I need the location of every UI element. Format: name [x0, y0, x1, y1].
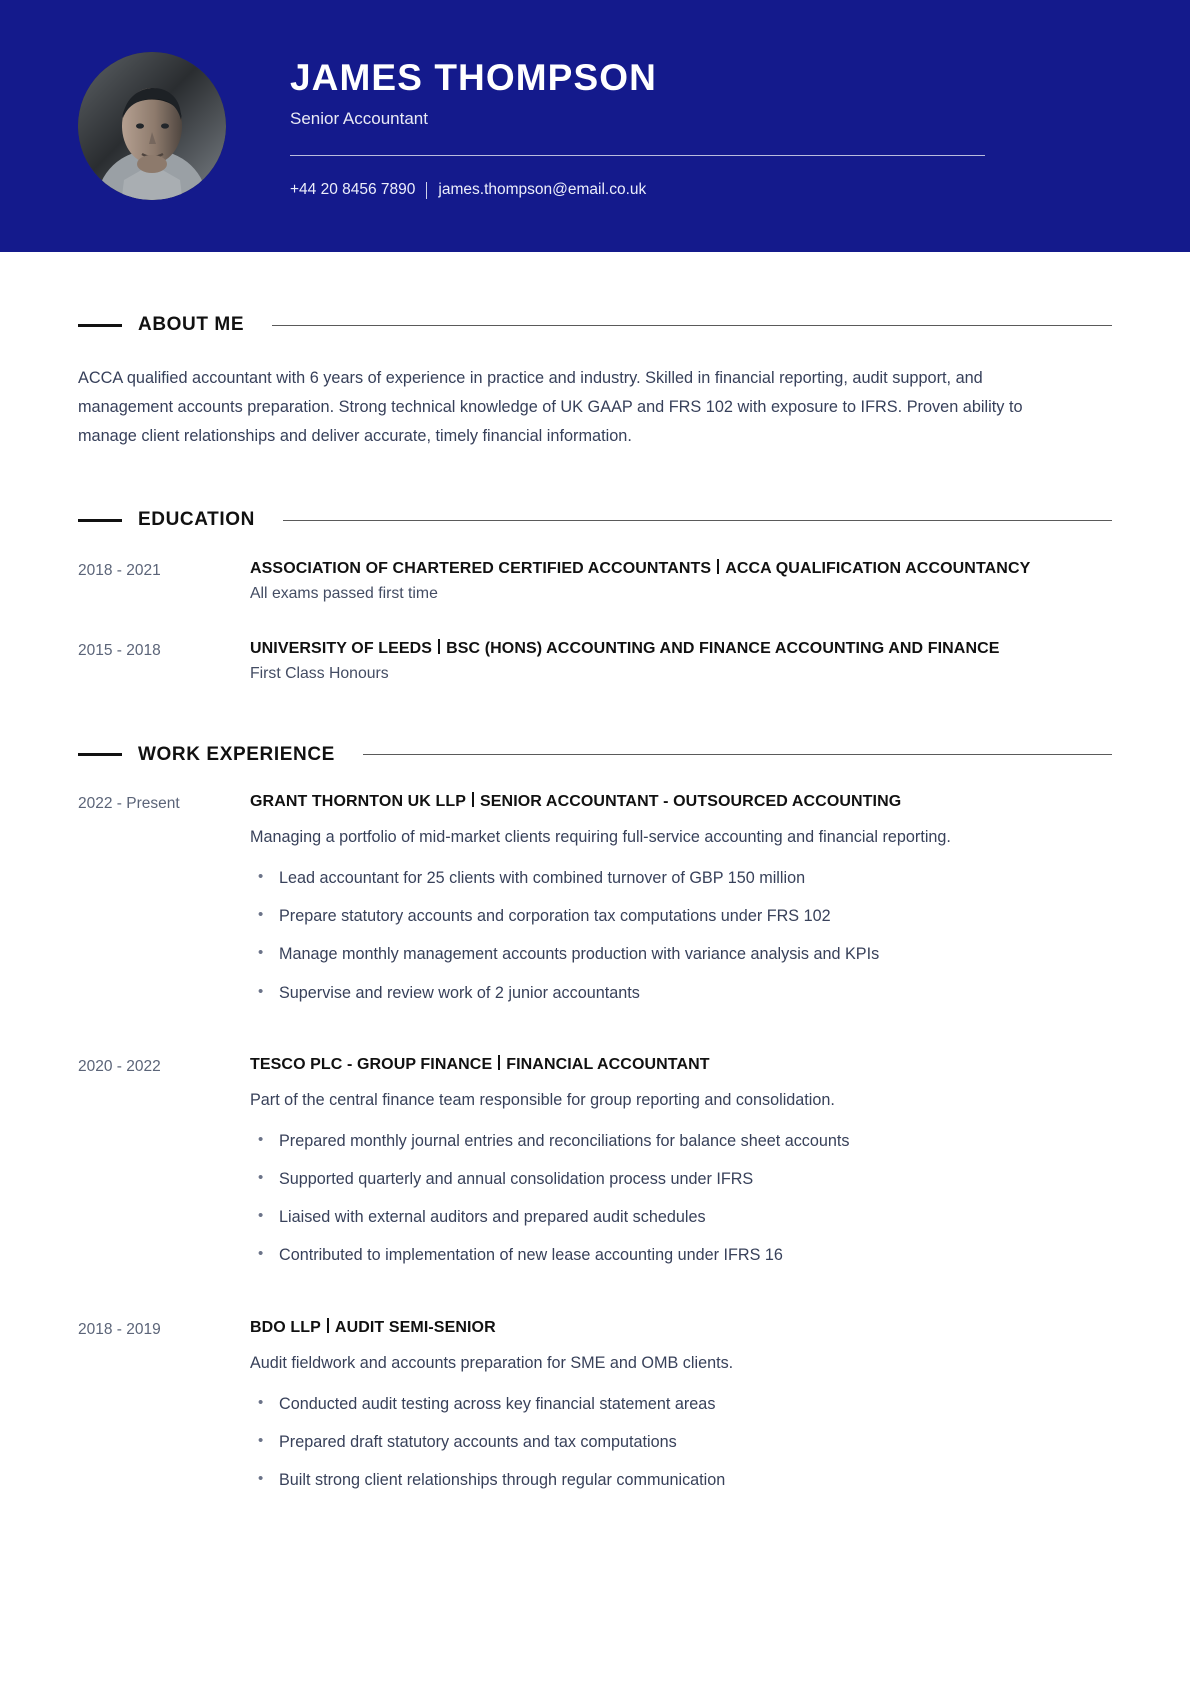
education-title-line	[250, 637, 1112, 661]
about-paragraph: ACCA qualified accountant with 6 years of experience in practice and industry. Skilled in financial reporting, audit support, and management accounts preparation. Strong technical knowledge of UK GAAP and FRS 102 with exposure to IFRS. Proven ability to manage client relationships and deliver accurate, timely financial information.	[78, 369, 1023, 445]
experience-bullets	[250, 1392, 1112, 1493]
list-item: • Prepared draft statutory accounts and tax computations	[250, 1430, 1112, 1455]
header-divider	[290, 155, 985, 156]
education-date: 2015 - 2018	[78, 642, 161, 660]
list-item: • Conducted audit testing across key financial statement areas	[250, 1392, 1112, 1417]
education-org: ASSOCIATION OF CHARTERED CERTIFIED ACCOUNTANTS	[250, 560, 712, 577]
about-heading	[78, 314, 1112, 336]
education-entry	[78, 557, 1112, 605]
education-detail: First Class Honours	[250, 665, 389, 683]
experience-body	[250, 790, 1112, 1019]
list-item: • Supported quarterly and annual consolidation process under IFRS	[250, 1167, 1112, 1192]
experience-body	[250, 1316, 1112, 1507]
heading-dash-icon	[78, 753, 122, 756]
spacer	[78, 686, 1112, 744]
heading-rule	[363, 754, 1112, 755]
about-title: ABOUT ME	[138, 314, 245, 335]
experience-bullets	[250, 866, 1112, 1005]
section-experience	[78, 744, 1112, 1507]
experience-title-line	[250, 1316, 1112, 1340]
education-list	[78, 557, 1112, 686]
title-separator-icon	[327, 1318, 329, 1333]
title-separator-icon	[498, 1055, 500, 1070]
experience-role: AUDIT SEMI-SENIOR	[334, 1318, 496, 1336]
list-item: • Prepare statutory accounts and corporation tax computations under FRS 102	[250, 904, 1112, 929]
experience-company: BDO LLP	[250, 1318, 321, 1336]
list-item: • Built strong client relationships through regular communication	[250, 1468, 1112, 1493]
experience-summary: Part of the central finance team responsible for group reporting and consolidation.	[250, 1091, 835, 1110]
resume-header	[0, 0, 1190, 252]
experience-title: WORK EXPERIENCE	[138, 743, 335, 765]
title-separator-icon	[472, 792, 474, 807]
contact-separator	[426, 182, 427, 199]
heading-rule	[272, 325, 1112, 326]
heading-rule	[283, 520, 1112, 521]
heading-dash-icon	[78, 519, 122, 522]
experience-date: 2022 - Present	[78, 794, 180, 812]
contact-line	[290, 181, 985, 199]
education-body	[250, 557, 1112, 605]
title-separator-icon	[438, 639, 440, 654]
email-text: james.thompson@email.co.uk	[438, 180, 647, 198]
spacer	[78, 451, 1112, 509]
title-separator-icon	[717, 559, 719, 574]
experience-entry	[78, 790, 1112, 1019]
section-education	[78, 509, 1112, 686]
experience-heading	[78, 744, 1112, 766]
education-heading	[78, 509, 1112, 531]
education-detail: All exams passed first time	[250, 584, 438, 602]
experience-entry	[78, 1053, 1112, 1282]
experience-summary: Audit fieldwork and accounts preparation for SME and OMB clients.	[250, 1354, 734, 1373]
experience-list	[78, 790, 1112, 1507]
profile-photo-icon	[78, 52, 226, 200]
resume-content	[0, 252, 1190, 1506]
spacer	[78, 252, 1112, 314]
education-title: EDUCATION	[138, 509, 255, 530]
list-item: • Manage monthly management accounts production with variance analysis and KPIs	[250, 942, 1112, 967]
candidate-name: JAMES THOMPSON	[290, 57, 657, 99]
experience-title-line	[250, 790, 1112, 814]
education-title-line	[250, 557, 1112, 581]
experience-date: 2018 - 2019	[78, 1320, 161, 1338]
experience-role: SENIOR ACCOUNTANT - OUTSOURCED ACCOUNTING	[480, 792, 902, 810]
education-org: UNIVERSITY OF LEEDS	[250, 640, 433, 658]
phone-text: +44 20 8456 7890	[290, 180, 416, 198]
experience-entry	[78, 1316, 1112, 1507]
experience-bullets	[250, 1129, 1112, 1268]
list-item: • Supervise and review work of 2 junior accountants	[250, 981, 1112, 1006]
experience-summary: Managing a portfolio of mid-market clients requiring full-service accounting and financial reporting.	[250, 828, 951, 847]
header-text-block	[290, 53, 985, 199]
list-item: • Lead accountant for 25 clients with combined turnover of GBP 150 million	[250, 866, 1112, 891]
experience-body	[250, 1053, 1112, 1282]
education-qualification: ACCA QUALIFICATION ACCOUNTANCY	[725, 560, 1031, 577]
experience-company: TESCO PLC - GROUP FINANCE	[250, 1055, 493, 1073]
experience-company: GRANT THORNTON UK LLP	[250, 792, 467, 810]
education-qualification: BSC (HONS) ACCOUNTING AND FINANCE ACCOUNTING AND FINANCE	[446, 640, 1000, 658]
section-about	[78, 314, 1112, 451]
experience-date: 2020 - 2022	[78, 1057, 161, 1075]
education-body	[250, 637, 1112, 685]
heading-dash-icon	[78, 324, 122, 327]
avatar	[78, 52, 226, 200]
education-date: 2018 - 2021	[78, 562, 161, 579]
experience-role: FINANCIAL ACCOUNTANT	[506, 1055, 710, 1073]
list-item: • Prepared monthly journal entries and reconciliations for balance sheet accounts	[250, 1129, 1112, 1154]
experience-title-line	[250, 1053, 1112, 1077]
list-item: • Contributed to implementation of new lease accounting under IFRS 16	[250, 1243, 1112, 1268]
list-item: • Liaised with external auditors and prepared audit schedules	[250, 1205, 1112, 1230]
candidate-role: Senior Accountant	[290, 108, 428, 128]
education-entry	[78, 637, 1112, 685]
